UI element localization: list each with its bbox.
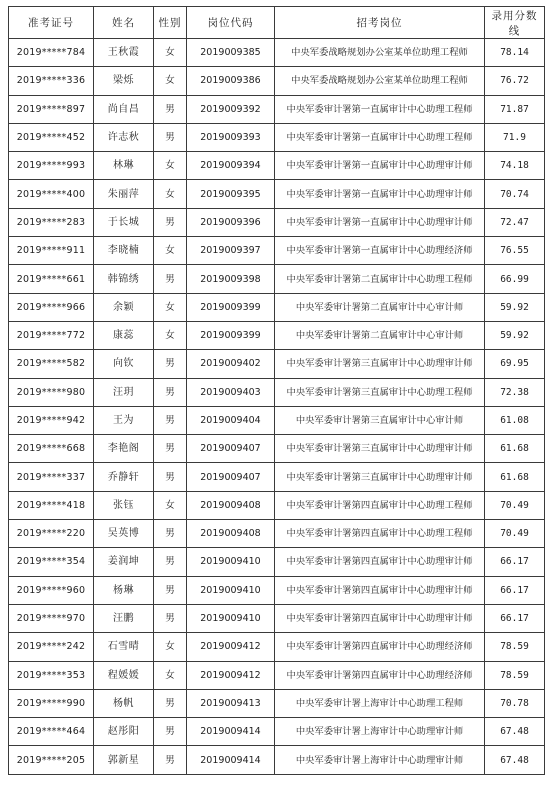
position-code-cell: 2019009408 bbox=[187, 491, 275, 519]
position-code-cell: 2019009403 bbox=[187, 378, 275, 406]
gender-cell: 女 bbox=[154, 67, 187, 95]
position-code-cell: 2019009393 bbox=[187, 123, 275, 151]
gender-cell: 男 bbox=[154, 265, 187, 293]
exam-id-cell: 2019*****942 bbox=[9, 406, 94, 434]
gender-cell: 男 bbox=[154, 604, 187, 632]
position-cell: 中央军委审计署第二直属审计中心助理工程师 bbox=[275, 265, 485, 293]
exam-id-cell: 2019*****205 bbox=[9, 746, 94, 774]
position-code-cell: 2019009414 bbox=[187, 746, 275, 774]
gender-cell: 男 bbox=[154, 406, 187, 434]
position-cell: 中央军委审计署第一直属审计中心助理审计师 bbox=[275, 152, 485, 180]
header-position: 招考岗位 bbox=[275, 7, 485, 39]
score-cell: 66.17 bbox=[485, 548, 545, 576]
position-code-cell: 2019009408 bbox=[187, 520, 275, 548]
table-row bbox=[9, 293, 545, 321]
position-cell: 中央军委审计署第一直属审计中心助理审计师 bbox=[275, 180, 485, 208]
exam-id-cell: 2019*****354 bbox=[9, 548, 94, 576]
table-row bbox=[9, 406, 545, 434]
position-code-cell: 2019009396 bbox=[187, 208, 275, 236]
name-cell: 张钰 bbox=[94, 491, 154, 519]
name-cell: 赵彤阳 bbox=[94, 718, 154, 746]
score-cell: 66.17 bbox=[485, 604, 545, 632]
exam-id-cell: 2019*****966 bbox=[9, 293, 94, 321]
table-row bbox=[9, 350, 545, 378]
position-cell: 中央军委审计署第四直属审计中心助理审计师 bbox=[275, 604, 485, 632]
exam-id-cell: 2019*****897 bbox=[9, 95, 94, 123]
position-cell: 中央军委审计署上海审计中心助理审计师 bbox=[275, 718, 485, 746]
exam-id-cell: 2019*****353 bbox=[9, 661, 94, 689]
position-code-cell: 2019009386 bbox=[187, 67, 275, 95]
exam-id-cell: 2019*****336 bbox=[9, 67, 94, 95]
position-cell: 中央军委审计署第二直属审计中心审计师 bbox=[275, 321, 485, 349]
table-row bbox=[9, 491, 545, 519]
name-cell: 汪玥 bbox=[94, 378, 154, 406]
score-cell: 61.68 bbox=[485, 463, 545, 491]
exam-id-cell: 2019*****337 bbox=[9, 463, 94, 491]
score-cell: 61.68 bbox=[485, 435, 545, 463]
score-cell: 74.18 bbox=[485, 152, 545, 180]
position-cell: 中央军委审计署第三直属审计中心助理审计师 bbox=[275, 350, 485, 378]
table-row bbox=[9, 604, 545, 632]
exam-id-cell: 2019*****980 bbox=[9, 378, 94, 406]
table-row bbox=[9, 718, 545, 746]
gender-cell: 男 bbox=[154, 435, 187, 463]
score-cell: 76.55 bbox=[485, 237, 545, 265]
name-cell: 汪鹏 bbox=[94, 604, 154, 632]
gender-cell: 女 bbox=[154, 491, 187, 519]
position-code-cell: 2019009399 bbox=[187, 321, 275, 349]
gender-cell: 女 bbox=[154, 321, 187, 349]
score-cell: 72.38 bbox=[485, 378, 545, 406]
gender-cell: 男 bbox=[154, 520, 187, 548]
name-cell: 李晓楠 bbox=[94, 237, 154, 265]
name-cell: 朱丽萍 bbox=[94, 180, 154, 208]
score-cell: 71.9 bbox=[485, 123, 545, 151]
position-cell: 中央军委审计署第三直属审计中心审计师 bbox=[275, 406, 485, 434]
header-exam-id: 准考证号 bbox=[9, 7, 94, 39]
gender-cell: 男 bbox=[154, 746, 187, 774]
table-row bbox=[9, 95, 545, 123]
document-page bbox=[8, 6, 544, 775]
score-cell: 67.48 bbox=[485, 746, 545, 774]
position-cell: 中央军委审计署第一直属审计中心助理经济师 bbox=[275, 237, 485, 265]
score-cell: 59.92 bbox=[485, 321, 545, 349]
position-code-cell: 2019009399 bbox=[187, 293, 275, 321]
position-cell: 中央军委审计署第四直属审计中心助理经济师 bbox=[275, 661, 485, 689]
position-cell: 中央军委战略规划办公室某单位助理工程师 bbox=[275, 67, 485, 95]
exam-id-cell: 2019*****242 bbox=[9, 633, 94, 661]
gender-cell: 男 bbox=[154, 548, 187, 576]
position-cell: 中央军委战略规划办公室某单位助理工程师 bbox=[275, 39, 485, 67]
table-row bbox=[9, 633, 545, 661]
table-row bbox=[9, 435, 545, 463]
gender-cell: 男 bbox=[154, 576, 187, 604]
exam-id-cell: 2019*****452 bbox=[9, 123, 94, 151]
gender-cell: 男 bbox=[154, 208, 187, 236]
position-code-cell: 2019009392 bbox=[187, 95, 275, 123]
position-cell: 中央军委审计署第一直属审计中心助理工程师 bbox=[275, 95, 485, 123]
position-cell: 中央军委审计署第三直属审计中心助理审计师 bbox=[275, 463, 485, 491]
position-code-cell: 2019009385 bbox=[187, 39, 275, 67]
position-code-cell: 2019009412 bbox=[187, 633, 275, 661]
table-row bbox=[9, 661, 545, 689]
exam-id-cell: 2019*****418 bbox=[9, 491, 94, 519]
position-cell: 中央军委审计署上海审计中心助理工程师 bbox=[275, 689, 485, 717]
table-row bbox=[9, 576, 545, 604]
admission-score-table bbox=[8, 6, 545, 775]
position-cell: 中央军委审计署第四直属审计中心助理审计师 bbox=[275, 576, 485, 604]
position-code-cell: 2019009397 bbox=[187, 237, 275, 265]
position-cell: 中央军委审计署第一直属审计中心助理工程师 bbox=[275, 123, 485, 151]
gender-cell: 男 bbox=[154, 378, 187, 406]
exam-id-cell: 2019*****464 bbox=[9, 718, 94, 746]
position-code-cell: 2019009410 bbox=[187, 576, 275, 604]
score-cell: 76.72 bbox=[485, 67, 545, 95]
name-cell: 余颖 bbox=[94, 293, 154, 321]
exam-id-cell: 2019*****400 bbox=[9, 180, 94, 208]
name-cell: 程媛媛 bbox=[94, 661, 154, 689]
score-cell: 70.78 bbox=[485, 689, 545, 717]
score-cell: 66.99 bbox=[485, 265, 545, 293]
position-code-cell: 2019009398 bbox=[187, 265, 275, 293]
score-cell: 72.47 bbox=[485, 208, 545, 236]
name-cell: 林琳 bbox=[94, 152, 154, 180]
position-cell: 中央军委审计署第四直属审计中心助理工程师 bbox=[275, 520, 485, 548]
header-score: 录用分数线 bbox=[485, 7, 545, 39]
position-code-cell: 2019009413 bbox=[187, 689, 275, 717]
gender-cell: 女 bbox=[154, 237, 187, 265]
table-row bbox=[9, 180, 545, 208]
exam-id-cell: 2019*****283 bbox=[9, 208, 94, 236]
position-cell: 中央军委审计署第三直属审计中心助理工程师 bbox=[275, 378, 485, 406]
gender-cell: 女 bbox=[154, 633, 187, 661]
score-cell: 78.59 bbox=[485, 661, 545, 689]
position-cell: 中央军委审计署上海审计中心助理审计师 bbox=[275, 746, 485, 774]
position-code-cell: 2019009404 bbox=[187, 406, 275, 434]
name-cell: 于长城 bbox=[94, 208, 154, 236]
table-row bbox=[9, 67, 545, 95]
exam-id-cell: 2019*****960 bbox=[9, 576, 94, 604]
exam-id-cell: 2019*****970 bbox=[9, 604, 94, 632]
position-code-cell: 2019009407 bbox=[187, 435, 275, 463]
gender-cell: 男 bbox=[154, 718, 187, 746]
gender-cell: 女 bbox=[154, 39, 187, 67]
score-cell: 66.17 bbox=[485, 576, 545, 604]
name-cell: 康蕊 bbox=[94, 321, 154, 349]
table-header-row bbox=[9, 7, 545, 39]
exam-id-cell: 2019*****668 bbox=[9, 435, 94, 463]
name-cell: 尚自昌 bbox=[94, 95, 154, 123]
table-row bbox=[9, 746, 545, 774]
name-cell: 向钦 bbox=[94, 350, 154, 378]
exam-id-cell: 2019*****911 bbox=[9, 237, 94, 265]
table-row bbox=[9, 548, 545, 576]
score-cell: 70.49 bbox=[485, 520, 545, 548]
name-cell: 郭新星 bbox=[94, 746, 154, 774]
name-cell: 石雪晴 bbox=[94, 633, 154, 661]
table-row bbox=[9, 237, 545, 265]
table-body bbox=[9, 39, 545, 775]
position-code-cell: 2019009414 bbox=[187, 718, 275, 746]
position-code-cell: 2019009394 bbox=[187, 152, 275, 180]
position-code-cell: 2019009410 bbox=[187, 604, 275, 632]
score-cell: 69.95 bbox=[485, 350, 545, 378]
name-cell: 乔静轩 bbox=[94, 463, 154, 491]
table-row bbox=[9, 152, 545, 180]
table-row bbox=[9, 463, 545, 491]
exam-id-cell: 2019*****990 bbox=[9, 689, 94, 717]
name-cell: 王为 bbox=[94, 406, 154, 434]
name-cell: 梁烁 bbox=[94, 67, 154, 95]
header-gender: 性别 bbox=[154, 7, 187, 39]
name-cell: 姜润坤 bbox=[94, 548, 154, 576]
header-name: 姓名 bbox=[94, 7, 154, 39]
name-cell: 韩锦绣 bbox=[94, 265, 154, 293]
exam-id-cell: 2019*****220 bbox=[9, 520, 94, 548]
position-cell: 中央军委审计署第一直属审计中心助理审计师 bbox=[275, 208, 485, 236]
gender-cell: 女 bbox=[154, 180, 187, 208]
name-cell: 王秋霞 bbox=[94, 39, 154, 67]
score-cell: 78.14 bbox=[485, 39, 545, 67]
position-cell: 中央军委审计署第二直属审计中心审计师 bbox=[275, 293, 485, 321]
position-cell: 中央军委审计署第四直属审计中心助理经济师 bbox=[275, 633, 485, 661]
gender-cell: 女 bbox=[154, 293, 187, 321]
score-cell: 61.08 bbox=[485, 406, 545, 434]
score-cell: 71.87 bbox=[485, 95, 545, 123]
gender-cell: 女 bbox=[154, 661, 187, 689]
exam-id-cell: 2019*****784 bbox=[9, 39, 94, 67]
gender-cell: 女 bbox=[154, 152, 187, 180]
table-row bbox=[9, 123, 545, 151]
position-code-cell: 2019009402 bbox=[187, 350, 275, 378]
table-row bbox=[9, 39, 545, 67]
gender-cell: 男 bbox=[154, 463, 187, 491]
gender-cell: 男 bbox=[154, 123, 187, 151]
position-code-cell: 2019009410 bbox=[187, 548, 275, 576]
name-cell: 许志秋 bbox=[94, 123, 154, 151]
position-code-cell: 2019009407 bbox=[187, 463, 275, 491]
exam-id-cell: 2019*****661 bbox=[9, 265, 94, 293]
name-cell: 杨帆 bbox=[94, 689, 154, 717]
position-cell: 中央军委审计署第三直属审计中心助理审计师 bbox=[275, 435, 485, 463]
header-position-code: 岗位代码 bbox=[187, 7, 275, 39]
position-code-cell: 2019009412 bbox=[187, 661, 275, 689]
gender-cell: 男 bbox=[154, 350, 187, 378]
exam-id-cell: 2019*****772 bbox=[9, 321, 94, 349]
score-cell: 70.74 bbox=[485, 180, 545, 208]
score-cell: 67.48 bbox=[485, 718, 545, 746]
table-row bbox=[9, 689, 545, 717]
score-cell: 59.92 bbox=[485, 293, 545, 321]
exam-id-cell: 2019*****582 bbox=[9, 350, 94, 378]
table-row bbox=[9, 378, 545, 406]
table-row bbox=[9, 208, 545, 236]
gender-cell: 男 bbox=[154, 95, 187, 123]
exam-id-cell: 2019*****993 bbox=[9, 152, 94, 180]
table-row bbox=[9, 520, 545, 548]
gender-cell: 男 bbox=[154, 689, 187, 717]
name-cell: 吴英博 bbox=[94, 520, 154, 548]
name-cell: 杨琳 bbox=[94, 576, 154, 604]
score-cell: 70.49 bbox=[485, 491, 545, 519]
table-row bbox=[9, 265, 545, 293]
table-row bbox=[9, 321, 545, 349]
position-code-cell: 2019009395 bbox=[187, 180, 275, 208]
name-cell: 李艳阁 bbox=[94, 435, 154, 463]
position-cell: 中央军委审计署第四直属审计中心助理工程师 bbox=[275, 491, 485, 519]
score-cell: 78.59 bbox=[485, 633, 545, 661]
position-cell: 中央军委审计署第四直属审计中心助理审计师 bbox=[275, 548, 485, 576]
